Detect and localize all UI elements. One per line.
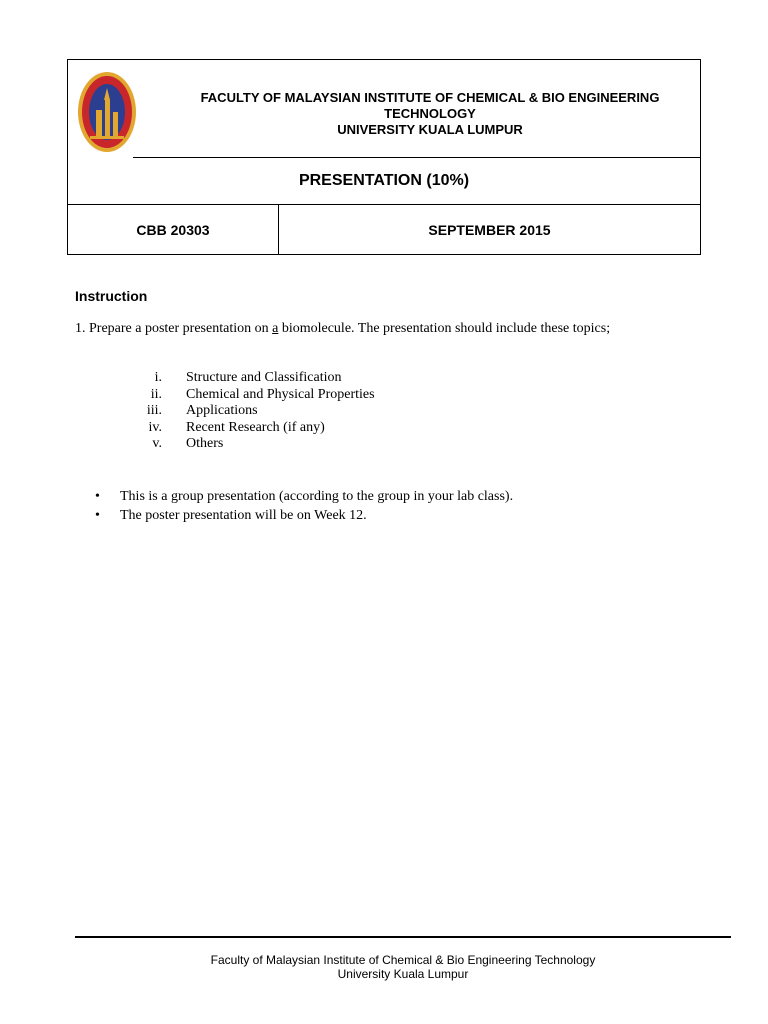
note-list xyxy=(95,487,513,525)
topic-number: ii. xyxy=(150,386,162,402)
topic-item xyxy=(120,403,375,420)
bullet-icon: • xyxy=(95,508,100,523)
topic-number: iii. xyxy=(146,403,162,418)
footer xyxy=(75,953,731,981)
institution-name xyxy=(140,90,720,138)
bullet-icon: • xyxy=(95,489,100,504)
topic-text: Chemical and Physical Properties xyxy=(186,386,375,402)
topic-item xyxy=(120,370,375,387)
course-term: SEPTEMBER 2015 xyxy=(428,221,551,238)
topic-text: Others xyxy=(186,436,224,451)
document-title-row xyxy=(67,157,701,205)
course-info-row xyxy=(67,205,701,255)
note-item xyxy=(95,506,513,525)
topic-text: Applications xyxy=(186,403,258,418)
university-logo xyxy=(76,70,138,158)
instruction-item-1-end: biomolecule. The presentation should include these topics; xyxy=(278,321,611,336)
institution-line-1: FACULTY OF MALAYSIAN INSTITUTE OF CHEMICAL & BIO ENGINEERING xyxy=(200,90,660,105)
topic-text: Recent Research (if any) xyxy=(186,419,325,435)
course-code: CBB 20303 xyxy=(68,205,279,254)
footer-line-1: Faculty of Malaysian Institute of Chemical & Bio Engineering Technology xyxy=(210,953,596,967)
document-title: PRESENTATION (10%) xyxy=(298,171,470,189)
topic-number: i. xyxy=(154,370,162,385)
note-text: The poster presentation will be on Week 12. xyxy=(120,508,367,523)
topic-text: Structure and Classification xyxy=(186,370,342,385)
footer-divider xyxy=(75,936,731,938)
topic-number: v. xyxy=(152,436,162,451)
institution-line-3: UNIVERSITY KUALA LUMPUR xyxy=(337,122,523,137)
instruction-item-1-emphasis: a xyxy=(272,321,279,336)
topic-number: iv. xyxy=(148,419,162,435)
instruction-item-1-start: 1. Prepare a poster presentation on xyxy=(75,321,273,336)
note-item xyxy=(95,487,513,506)
footer-line-2: University Kuala Lumpur xyxy=(337,967,469,981)
topic-list xyxy=(120,370,375,453)
institution-line-2: TECHNOLOGY xyxy=(384,106,476,121)
topic-item xyxy=(120,387,375,404)
topic-item xyxy=(120,420,375,437)
instruction-item-1 xyxy=(75,321,610,337)
instruction-heading: Instruction xyxy=(75,288,148,304)
note-text: This is a group presentation (according to the group in your lab class). xyxy=(120,489,514,504)
topic-item xyxy=(120,436,375,453)
